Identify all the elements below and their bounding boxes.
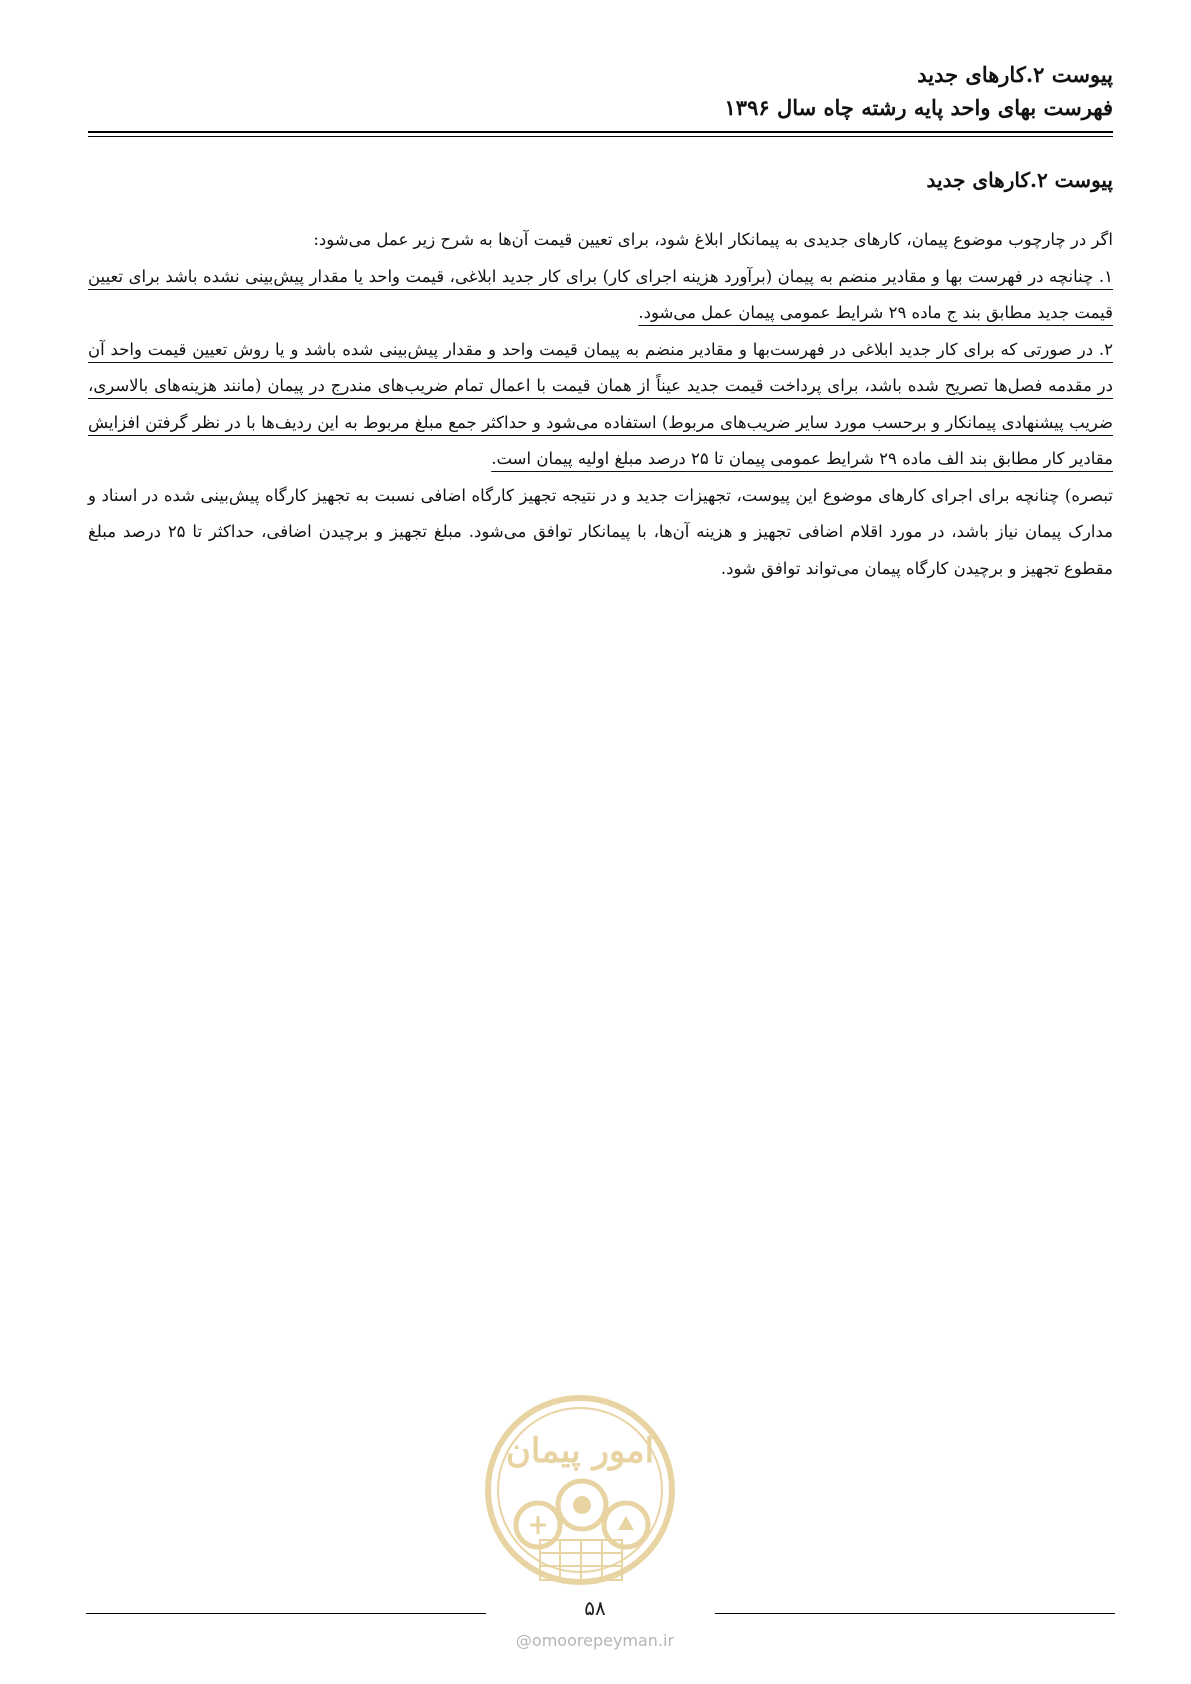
header-rule-thick [88,131,1113,133]
watermark-text: omoorepeyman.ir [531,1631,675,1650]
item-1-paragraph: ۱. چنانچه در فهرست بها و مقادیر منضم به پیمان (برآورد هزینه اجرای کار) برای کار جدید ابلاغی، قیمت واحد یا مقدار پیش‌بینی نشده باشد برای تعیین قیمت جدید مطابق بند ج ماده ۲۹ شرایط عمومی پیمان عمل می‌شود. [88,266,1113,322]
stamp-lettering: امور پیمان [505,1431,655,1471]
header-title: پیوست ۲.کارهای جدید [917,62,1113,87]
footer-rule-left [86,1613,486,1614]
at-icon: @ [515,1631,532,1650]
section-title: پیوست ۲.کارهای جدید [926,168,1113,192]
page-number: ۵۸ [584,1596,606,1620]
omoor-peyman-stamp-logo [478,1390,683,1595]
footer-rule-right [715,1613,1115,1614]
body-text [88,222,1113,587]
intro-paragraph: اگر در چارچوب موضوع پیمان، کارهای جدیدی به پیمانکار ابلاغ شود، برای تعیین قیمت آن‌ها به شرح زیر عمل می‌شود: [313,230,1113,249]
item-2-paragraph: ۲. در صورتی که برای کار جدید ابلاغی در فهرست‌بها و مقادیر منضم به پیمان قیمت واحد و مقدار پیش‌بینی شده باشد و یا روش تعیین قیمت واحد آن در مقدمه فصل‌ها تصریح شده باشد، برای پرداخت قیمت جدید عیناً از همان قیمت با اعمال تمام ضریب‌های مندرج در پیمان (مانند هزینه‌های بالاسری، ضریب پیشنهادی پیمانکار و برحسب مورد سایر ضریب‌های مربوط) استفاده می‌شود و حداکثر جمع مبلغ مربوط به این ردیف‌ها با در نظر گرفتن افزایش مقادیر کار مطابق بند الف ماده ۲۹ شرایط عمومی پیمان تا ۲۵ درصد مبلغ اولیه پیمان است. [88,339,1113,468]
page-header [88,58,1113,124]
note-paragraph: تبصره) چنانچه برای اجرای کارهای موضوع این پیوست، تجهیزات جدید و در نتیجه تجهیز کارگاه اضافی نسبت به تجهیز کارگاه پیش‌بینی شده در اسناد و مدارک پیمان نیاز باشد، در مورد اقلام اضافی تجهیز و هزینه آن‌ها، با پیمانکار توافق می‌شود. مبلغ تجهیز و برچیدن اضافی، حداکثر تا ۲۵ درصد مبلغ مقطوع تجهیز و برچیدن کارگاه پیمان می‌تواند توافق شود. [88,485,1113,578]
header-subtitle: فهرست بهای واحد پایه رشته چاه سال ۱۳۹۶ [724,95,1113,120]
header-rule-thin [88,136,1113,137]
website-watermark [480,1631,710,1650]
